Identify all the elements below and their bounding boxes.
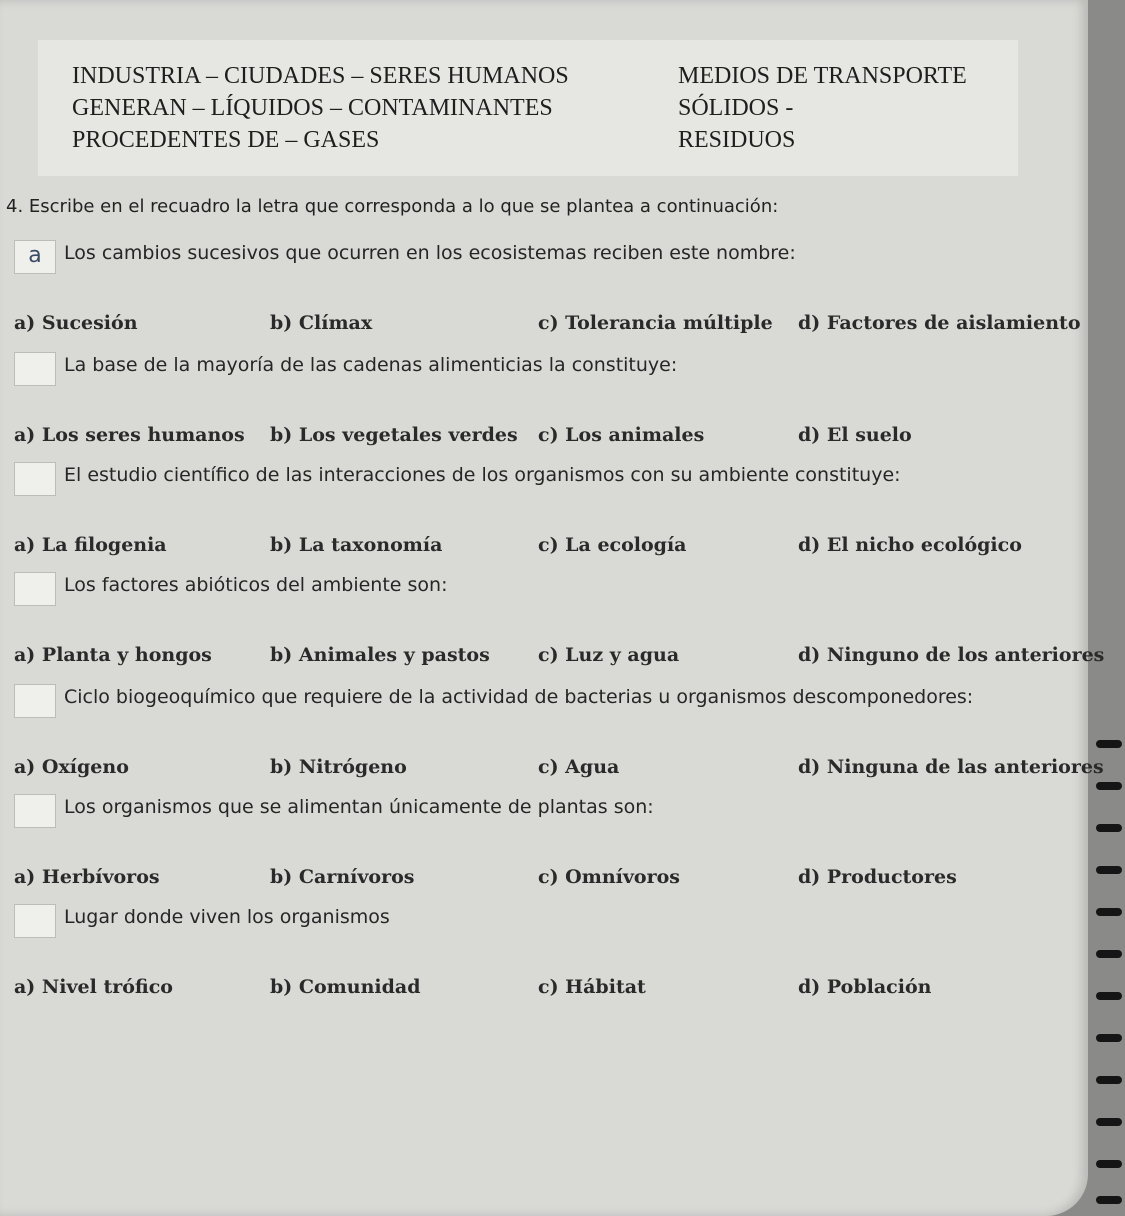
binding-ring — [1096, 992, 1122, 1000]
option-a: a) Herbívoros — [14, 866, 160, 888]
question-6 — [14, 794, 1074, 906]
question-text: Lugar donde viven los organismos — [64, 906, 390, 928]
option-c: c) Tolerancia múltiple — [538, 312, 773, 334]
word-bank-line: SÓLIDOS - — [678, 95, 794, 121]
option-d: d) El suelo — [798, 424, 912, 446]
binding-ring — [1096, 1034, 1122, 1042]
question-text: Los organismos que se alimentan únicamente de plantas son: — [64, 796, 654, 818]
binding-ring — [1096, 950, 1122, 958]
spiral-binding — [1096, 740, 1125, 1216]
option-a: a) Planta y hongos — [14, 644, 212, 666]
option-d: d) Población — [798, 976, 932, 998]
answer-box-4[interactable] — [14, 572, 56, 606]
option-a: a) Los seres humanos — [14, 424, 245, 446]
binding-ring — [1096, 1076, 1122, 1084]
answer-box-3[interactable] — [14, 462, 56, 496]
binding-ring — [1096, 782, 1122, 790]
option-d: d) Ninguna de las anteriores — [798, 756, 1104, 778]
option-d: d) Productores — [798, 866, 957, 888]
question-text: Los cambios sucesivos que ocurren en los ecosistemas reciben este nombre: — [64, 242, 796, 264]
question-2 — [14, 352, 1074, 464]
answer-box-6[interactable] — [14, 794, 56, 828]
word-bank-line: GENERAN – LÍQUIDOS – CONTAMINANTES — [72, 95, 553, 121]
word-bank-line: INDUSTRIA – CIUDADES – SERES HUMANOS — [72, 63, 569, 89]
option-b: b) Comunidad — [270, 976, 421, 998]
instruction-text: 4. Escribe en el recuadro la letra que corresponda a lo que se plantea a continuación: — [6, 196, 779, 217]
word-bank-line: RESIDUOS — [678, 127, 796, 153]
binding-ring — [1096, 1160, 1122, 1168]
option-b: b) Nitrógeno — [270, 756, 407, 778]
question-text: El estudio científico de las interacciones de los organismos con su ambiente constituye: — [64, 464, 901, 486]
question-3 — [14, 462, 1074, 574]
option-c: c) Luz y agua — [538, 644, 680, 666]
word-bank-column-2 — [678, 60, 967, 156]
question-5 — [14, 684, 1104, 796]
binding-ring — [1096, 908, 1122, 916]
word-bank-column-1 — [72, 60, 569, 156]
option-a: a) Nivel trófico — [14, 976, 173, 998]
option-b: b) La taxonomía — [270, 534, 443, 556]
question-text: La base de la mayoría de las cadenas alimenticias la constituye: — [64, 354, 678, 376]
option-b: b) Carnívoros — [270, 866, 415, 888]
binding-ring — [1096, 740, 1122, 748]
option-c: c) Hábitat — [538, 976, 646, 998]
option-d: d) Factores de aislamiento — [798, 312, 1081, 334]
option-a: a) Sucesión — [14, 312, 138, 334]
option-b: b) Los vegetales verdes — [270, 424, 518, 446]
option-c: c) Los animales — [538, 424, 705, 446]
option-d: d) El nicho ecológico — [798, 534, 1022, 556]
binding-ring — [1096, 1118, 1122, 1126]
binding-ring — [1096, 1196, 1122, 1204]
question-text: Ciclo biogeoquímico que requiere de la actividad de bacterias u organismos descomponedores: — [64, 686, 974, 708]
answer-box-2[interactable] — [14, 352, 56, 386]
option-c: c) La ecología — [538, 534, 687, 556]
option-a: a) Oxígeno — [14, 756, 129, 778]
answer-box-7[interactable] — [14, 904, 56, 938]
word-bank-line: PROCEDENTES DE – GASES — [72, 127, 380, 153]
answer-box-1[interactable]: a — [14, 240, 56, 274]
option-d: d) Ninguno de los anteriores — [798, 644, 1105, 666]
question-7 — [14, 904, 1074, 1016]
option-a: a) La filogenia — [14, 534, 167, 556]
option-c: c) Omnívoros — [538, 866, 680, 888]
option-c: c) Agua — [538, 756, 620, 778]
question-1 — [14, 240, 1081, 352]
binding-ring — [1096, 866, 1122, 874]
word-bank-box — [38, 40, 1018, 176]
question-text: Los factores abióticos del ambiente son: — [64, 574, 448, 596]
question-4 — [14, 572, 1105, 684]
option-b: b) Clímax — [270, 312, 373, 334]
answer-box-5[interactable] — [14, 684, 56, 718]
word-bank-line: MEDIOS DE TRANSPORTE — [678, 63, 967, 89]
binding-ring — [1096, 824, 1122, 832]
option-b: b) Animales y pastos — [270, 644, 490, 666]
